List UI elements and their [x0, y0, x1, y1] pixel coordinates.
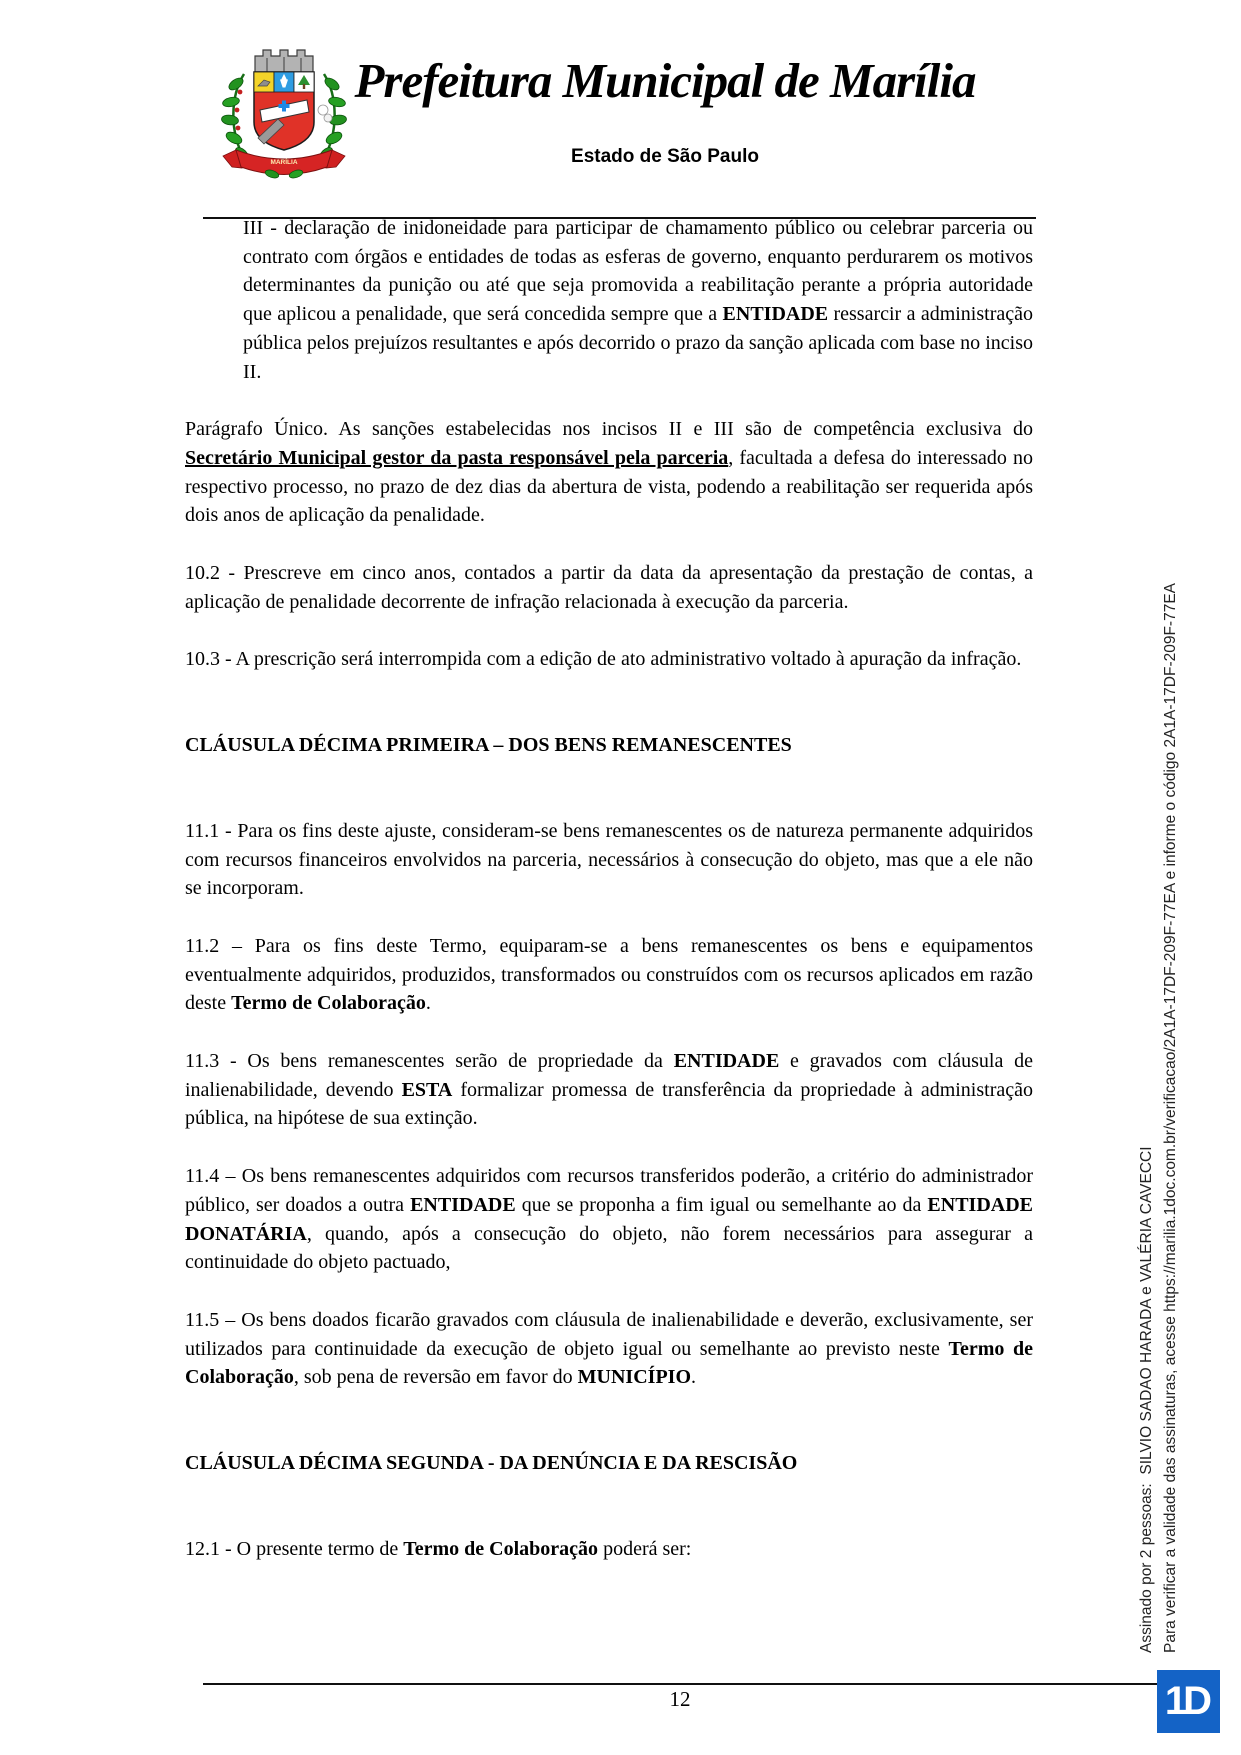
clause-heading: CLÁUSULA DÉCIMA PRIMEIRA – DOS BENS REMANESCENTES [185, 734, 792, 757]
paragraph: 11.3 - Os bens remanescentes serão de propriedade da ENTIDADE e gravados com cláusula de inalienabilidade, devendo ESTA formalizar promessa de transferência da propriedade à administração pública, na hipótese de sua extinção. [185, 1050, 1033, 1130]
signature-verification-text: Para verificar a validade das assinaturas, acesse https://marilia.1doc.com.br/verificacao/2A1A-17DF-209F-77EA e informe o código 2A1A-17DF-209F-77EA [1162, 582, 1179, 1653]
paragraph: 11.5 – Os bens doados ficarão gravados com cláusula de inalienabilidade e deverão, exclusivamente, ser utilizados para continuidade da execução de objeto igual ou semelhante ao previsto neste Termo de Colaboração, sob pena de reversão em favor do MUNICÍPIO. [185, 1308, 1033, 1389]
onedoc-logo-glyph: 1D [1164, 1679, 1209, 1723]
paragraph: 10.2 - Prescreve em cinco anos, contados a partir da data da apresentação da prestação de contas, a aplicação de penalidade decorrente de infração relacionada à execução da parceria. [185, 562, 1033, 613]
page-subtitle: Estado de São Paulo [571, 146, 759, 167]
clause-heading: CLÁUSULA DÉCIMA SEGUNDA - DA DENÚNCIA E DA RESCISÃO [185, 1452, 798, 1475]
footer-divider [203, 1683, 1157, 1685]
onedoc-logo [1157, 1670, 1220, 1733]
paragraph: 11.1 - Para os fins deste ajuste, consideram-se bens remanescentes os de natureza permanente adquiridos com recursos financeiros envolvidos na parceria, necessários à consecução do objeto, mas que a ele não se incorporam. [185, 819, 1033, 900]
paragraph: 12.1 - O presente termo de Termo de Colaboração poderá ser: [185, 1537, 692, 1560]
paragraph: 11.2 – Para os fins deste Termo, equiparam-se a bens remanescentes os bens e equipamentos eventualmente adquiridos, produzidos, transformados ou construídos com os recursos aplicados em razão deste Termo de Colaboração. [185, 934, 1033, 1015]
svg-text:MARÍLIA: MARÍLIA [270, 159, 298, 166]
paragraph: III - declaração de inidoneidade para participar de chamamento público ou celebrar parceria ou contrato com órgãos e entidades de todas as esferas de governo, enquanto perdurarem os motivos determinantes da punição ou até que seja promovida a reabilitação perante a própria autoridade que aplicou a penalidade, que será concedida sempre que a ENTIDADE ressarcir a administração pública pelos prejuízos resultantes e após decorrido o prazo da sanção aplicada com base no inciso II. [243, 217, 1033, 383]
document-body [185, 214, 1033, 1593]
signature-attestation-text: Assinado por 2 pessoas: SILVIO SADAO HARADA e VALÉRIA CAVECCI [1138, 1146, 1155, 1653]
page-number: 12 [669, 1687, 691, 1711]
page-title: Prefeitura Municipal de Marília [354, 53, 976, 108]
paragraph: 10.3 - A prescrição será interrompida com a edição de ato administrativo voltado à apuração da infração. [185, 648, 1022, 671]
paragraph: Parágrafo Único. As sanções estabelecidas nos incisos II e III são de competência exclusiva do Secretário Municipal gestor da pasta responsável pela parceria, facultada a defesa do interessado no respectivo processo, no prazo de dez dias da abertura de vista, podendo a reabilitação ser requerida após dois anos de aplicação da penalidade. [185, 418, 1034, 527]
paragraph: 11.4 – Os bens remanescentes adquiridos com recursos transferidos poderão, a critério do administrador público, ser doados a outra ENTIDADE que se proponha a fim igual ou semelhante ao da ENTIDADE DONATÁRIA, quando, após a consecução do objeto, não forem necessários para assegurar a continuidade do objeto pactuado, [185, 1165, 1033, 1274]
